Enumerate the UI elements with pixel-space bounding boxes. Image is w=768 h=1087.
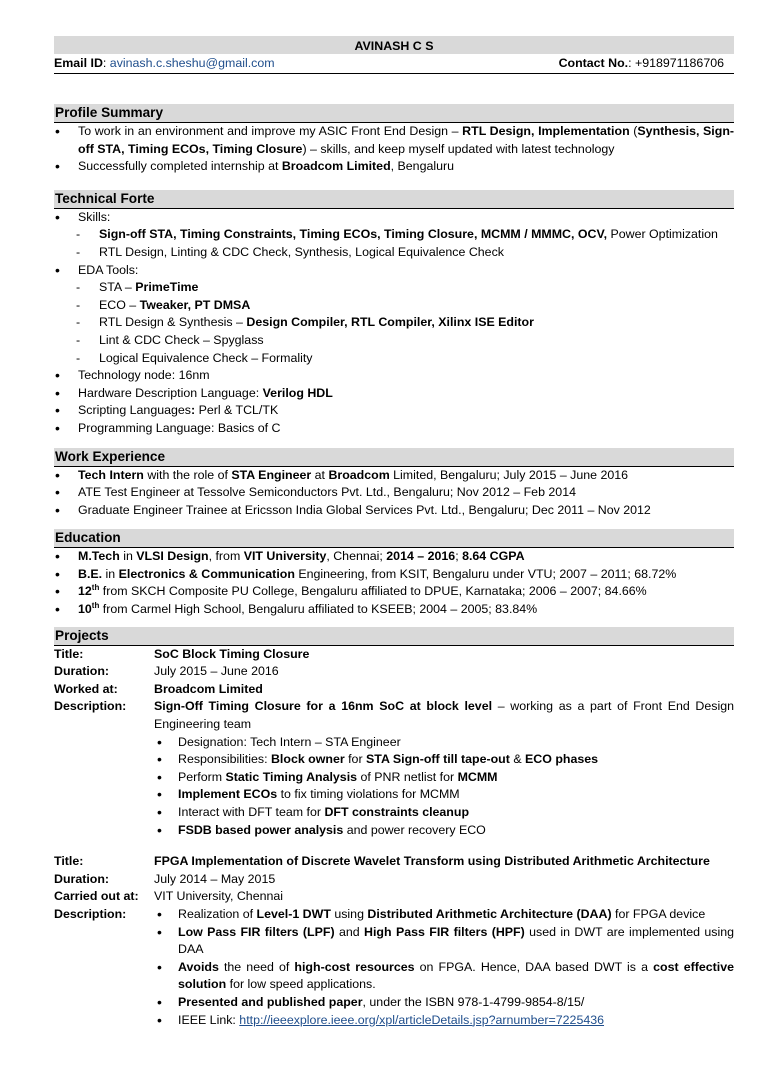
list-item: • Responsibilities: Block owner for STA Sign-off till tape-out & ECO phases xyxy=(154,751,734,769)
skills-label: • Skills: xyxy=(54,209,734,227)
project-duration: July 2015 – June 2016 xyxy=(154,664,279,679)
work-list xyxy=(54,467,734,520)
technical-list xyxy=(54,209,734,438)
email-line: Email ID: avinash.c.sheshu@gmail.com xyxy=(54,56,275,70)
project-1 xyxy=(54,646,734,840)
list-item: • Successfully completed internship at Broadcom Limited, Bengaluru xyxy=(54,158,734,176)
section-heading-profile: Profile Summary xyxy=(54,104,734,123)
list-item xyxy=(154,1012,734,1030)
list-item: - ECO – Tweaker, PT DMSA xyxy=(54,297,734,315)
email-label: Email ID xyxy=(54,56,103,70)
duration-label: Duration: xyxy=(54,871,110,886)
list-item: • Programming Language: Basics of C xyxy=(54,420,734,438)
list-item: • Implement ECOs to fix timing violations for MCMM xyxy=(154,786,734,804)
project-description xyxy=(154,698,734,839)
list-item: • Scripting Languages: Perl & TCL/TK xyxy=(54,402,734,420)
contact-label: Contact No. xyxy=(558,56,629,70)
list-item: - RTL Design & Synthesis – Design Compiler, RTL Compiler, Xilinx ISE Editor xyxy=(54,314,734,332)
section-heading-work: Work Experience xyxy=(54,448,734,467)
eda-label: • EDA Tools: xyxy=(54,262,734,280)
section-heading-technical: Technical Forte xyxy=(54,190,734,209)
list-item: • Presented and published paper, under the ISBN 978-1-4799-9854-8/15/ xyxy=(154,994,734,1012)
list-item: • Perform Static Timing Analysis of PNR netlist for MCMM xyxy=(154,769,734,787)
email-link[interactable]: avinash.c.sheshu@gmail.com xyxy=(109,56,275,70)
project-institution: VIT University, Chennai xyxy=(154,889,284,904)
list-item: • M.Tech in VLSI Design, from VIT University, Chennai; 2014 – 2016; 8.64 CGPA xyxy=(54,548,734,566)
list-item: • FSDB based power analysis and power recovery ECO xyxy=(154,822,734,840)
list-item: - Logical Equivalence Check – Formality xyxy=(54,350,734,368)
title-label: Title: xyxy=(54,854,84,869)
education-list xyxy=(54,548,734,618)
list-item: • B.E. in Electronics & Communication Engineering, from KSIT, Bengaluru under VTU; 2007 – 2011; 68.72% xyxy=(54,566,734,584)
duration-label: Duration: xyxy=(54,664,110,679)
project-2 xyxy=(54,853,734,1029)
list-item: • Interact with DFT team for DFT constraints cleanup xyxy=(154,804,734,822)
description-label: Description: xyxy=(54,699,127,714)
list-item: • Designation: Tech Intern – STA Engineer xyxy=(154,734,734,752)
list-item: • Hardware Description Language: Verilog HDL xyxy=(54,385,734,403)
list-item: • Avoids the need of high-cost resources on FPGA. Hence, DAA based DWT is a cost effective solution for low speed applications. xyxy=(154,959,734,994)
project-description xyxy=(154,906,734,1029)
profile-list xyxy=(54,123,734,176)
candidate-name: AVINASH C S xyxy=(54,36,734,54)
list-item: • Graduate Engineer Trainee at Ericsson India Global Services Pvt. Ltd., Bengaluru; Dec 2011 – Nov 2012 xyxy=(54,502,734,520)
list-item: • 12th from SKCH Composite PU College, Bengaluru affiliated to DPUE, Karnataka; 2006 – 2007; 84.66% xyxy=(54,583,734,601)
contact-line: Contact No.: +918971186706 xyxy=(558,56,724,70)
list-item: • To work in an environment and improve my ASIC Front End Design – RTL Design, Implementation (Synthesis, Sign-off STA, Timing ECOs, Timing Closure) – skills, and keep myself updated with latest technology xyxy=(54,123,734,158)
ieee-link[interactable]: http://ieeexplore.ieee.org/xpl/articleDetails.jsp?arnumber=7225436 xyxy=(239,1012,605,1027)
ieee-label: IEEE Link: xyxy=(178,1012,240,1027)
description-text: Sign-Off Timing Closure for a 16nm SoC at block level – working as a part of Front End Design Engineering team xyxy=(154,699,734,732)
list-item: • Technology node: 16nm xyxy=(54,367,734,385)
list-item: - RTL Design, Linting & CDC Check, Synthesis, Logical Equivalence Check xyxy=(54,244,734,262)
contact-row xyxy=(54,54,734,74)
section-heading-education: Education xyxy=(54,529,734,548)
resume-content xyxy=(54,36,734,1029)
description-label: Description: xyxy=(54,906,127,921)
list-item: • Tech Intern with the role of STA Engineer at Broadcom Limited, Bengaluru; July 2015 – June 2016 xyxy=(54,467,734,485)
project-title: FPGA Implementation of Discrete Wavelet Transform using Distributed Arithmetic Architecture xyxy=(154,854,710,869)
list-item: • ATE Test Engineer at Tessolve Semiconductors Pvt. Ltd., Bengaluru; Nov 2012 – Feb 2014 xyxy=(54,484,734,502)
list-item: - STA – PrimeTime xyxy=(54,279,734,297)
carried-label: Carried out at: xyxy=(54,889,139,904)
contact-number: +918971186706 xyxy=(634,56,724,70)
project-bullets xyxy=(154,734,734,840)
list-item: - Sign-off STA, Timing Constraints, Timing ECOs, Timing Closure, MCMM / MMMC, OCV, Power Optimization xyxy=(54,226,734,244)
section-heading-projects: Projects xyxy=(54,627,734,646)
list-item: • Realization of Level-1 DWT using Distributed Arithmetic Architecture (DAA) for FPGA device xyxy=(154,906,734,924)
list-item: - Lint & CDC Check – Spyglass xyxy=(54,332,734,350)
title-label: Title: xyxy=(54,646,84,661)
project-duration: July 2014 – May 2015 xyxy=(154,871,276,886)
list-item: • 10th from Carmel High School, Bengaluru affiliated to KSEEB; 2004 – 2005; 83.84% xyxy=(54,601,734,619)
worked-label: Worked at: xyxy=(54,681,118,696)
project-company: Broadcom Limited xyxy=(154,681,263,696)
list-item: • Low Pass FIR filters (LPF) and High Pass FIR filters (HPF) used in DWT are implemented using DAA xyxy=(154,924,734,959)
project-bullets xyxy=(154,906,734,1029)
project-title: SoC Block Timing Closure xyxy=(154,646,310,661)
